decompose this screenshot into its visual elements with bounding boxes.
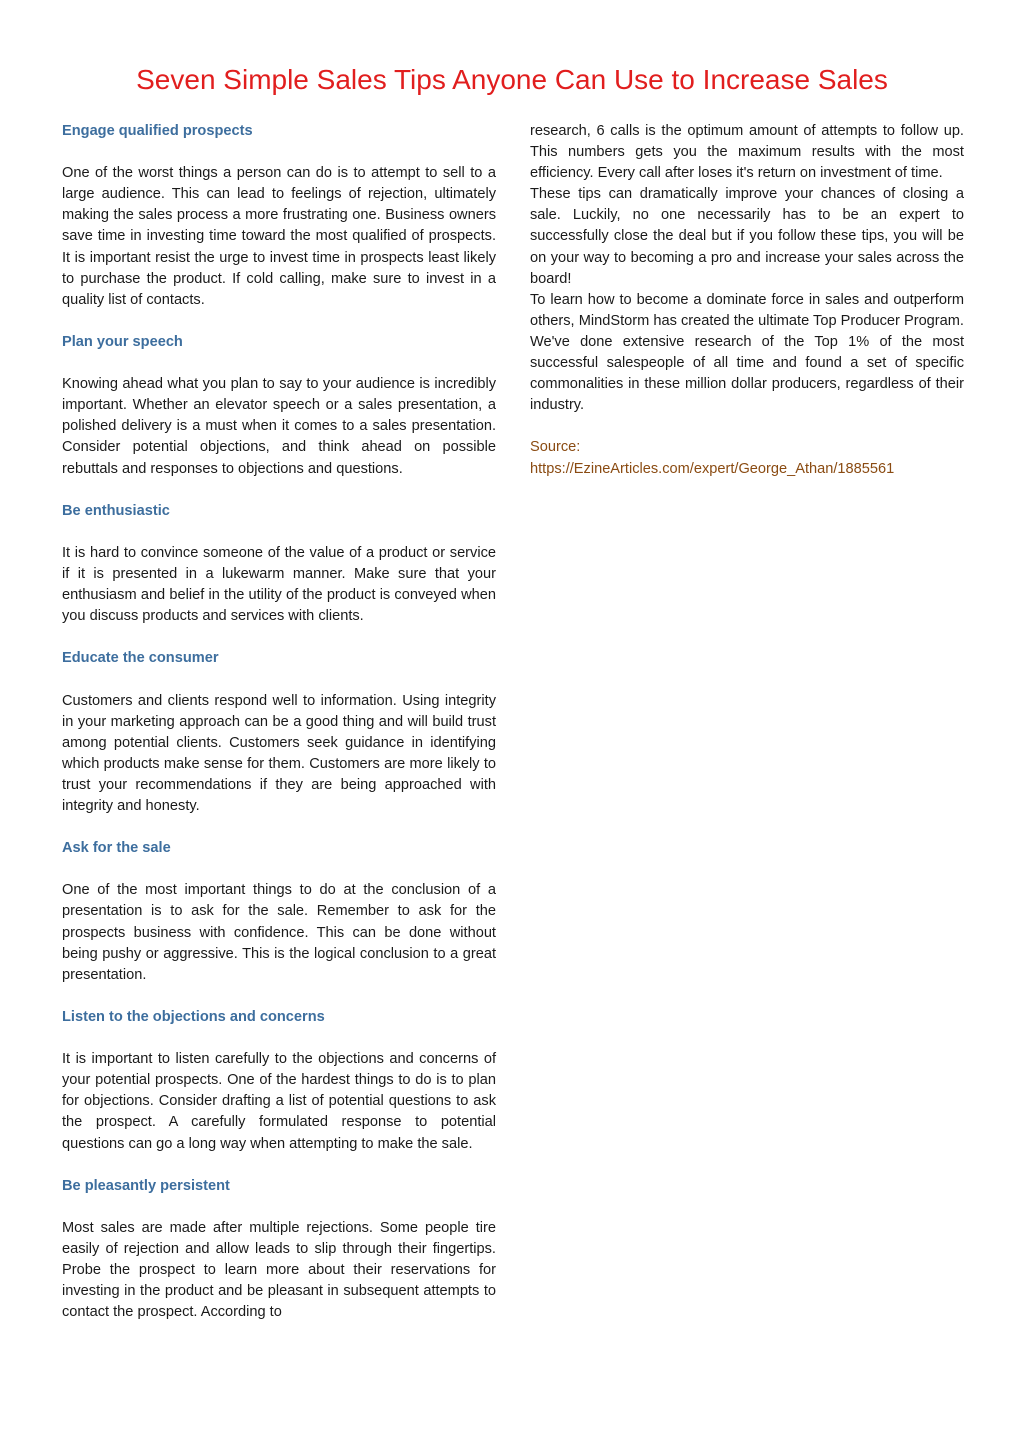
section-body-persistent: Most sales are made after multiple rejections. Some people tire easily of rejection and allow leads to slip through their fingertips. Probe the prospect to learn more about their reservations for investing in the product and be pleasant in subsequent attempts to contact the prospect. According to bbox=[62, 1219, 496, 1321]
section-body-ask: One of the most important things to do at the conclusion of a presentation is to ask for the sale. Remember to ask for the prospects business with confidence. This can be done without being pushy or aggressive. This is the logical conclusion to a great presentation. bbox=[62, 882, 496, 983]
source-link[interactable]: https://EzineArticles.com/expert/George_Athan/1885561 bbox=[530, 460, 895, 477]
section-heading-listen: Listen to the objections and concerns bbox=[62, 1008, 325, 1025]
section-heading-educate: Educate the consumer bbox=[62, 650, 219, 667]
section-heading-ask: Ask for the sale bbox=[62, 840, 171, 857]
continuation-paragraph: research, 6 calls is the optimum amount of attempts to follow up. This numbers gets you the maximum results with the most efficiency. Every call after loses it's return on investment of time. bbox=[530, 123, 964, 182]
section-body-plan: Knowing ahead what you plan to say to your audience is incredibly important. Whether an elevator speech or a sales presentation, a polished delivery is a must when it comes to a sales presentation. Consider potential objections, and think ahead on possible rebuttals and responses to objections and questions. bbox=[62, 376, 496, 477]
section-body-listen: It is important to listen carefully to the objections and concerns of your potential prospects. One of the hardest things to do is to plan for objections. Consider drafting a list of potential questions to ask the prospect. A carefully formulated response to potential questions can go a long way when attempting to make the sale. bbox=[62, 1051, 496, 1152]
section-heading-engage: Engage qualified prospects bbox=[62, 123, 253, 139]
closing-paragraph: These tips can dramatically improve your chances of closing a sale. Luckily, no one necessarily has to be an expert to successfully close the deal but if you follow these tips, you will be on your way to becoming a pro and increase your sales across the board! bbox=[530, 186, 964, 287]
promo-paragraph: To learn how to become a dominate force in sales and outperform others, MindStorm has created the ultimate Top Producer Program. We've done extensive research of the Top 1% of the most successful salespeople of all time and found a set of specific commonalities in these million dollar producers, regardless of their industry. bbox=[530, 291, 964, 414]
section-body-educate: Customers and clients respond well to information. Using integrity in your marketing approach can be a good thing and will build trust among potential clients. Customers seek guidance in identifying which products make sense for them. Customers are more likely to trust your recommendations if they are being approached with integrity and honesty. bbox=[62, 692, 496, 814]
section-body-enthusiastic: It is hard to convince someone of the value of a product or service if it is presented in a lukewarm manner. Make sure that your enthusiasm and belief in the utility of the product is conveyed when you discuss products and services with clients. bbox=[62, 544, 496, 625]
section-heading-persistent: Be pleasantly persistent bbox=[62, 1177, 230, 1194]
left-column bbox=[62, 121, 496, 1323]
section-heading-plan: Plan your speech bbox=[62, 333, 183, 350]
source-label: Source: bbox=[530, 439, 581, 456]
page-title: Seven Simple Sales Tips Anyone Can Use to Increase Sales bbox=[136, 64, 888, 95]
section-body-engage: One of the worst things a person can do is to attempt to sell to a large audience. This can lead to feelings of rejection, ultimately making the sales process a more frustrating one. Business owners save time in investing time toward the most qualified of prospects. It is important resist the urge to invest time in prospects least likely to purchase the product. If cold calling, make sure to invest in a quality list of contacts. bbox=[62, 165, 496, 308]
section-heading-enthusiastic: Be enthusiastic bbox=[62, 502, 170, 519]
right-column bbox=[530, 121, 964, 480]
